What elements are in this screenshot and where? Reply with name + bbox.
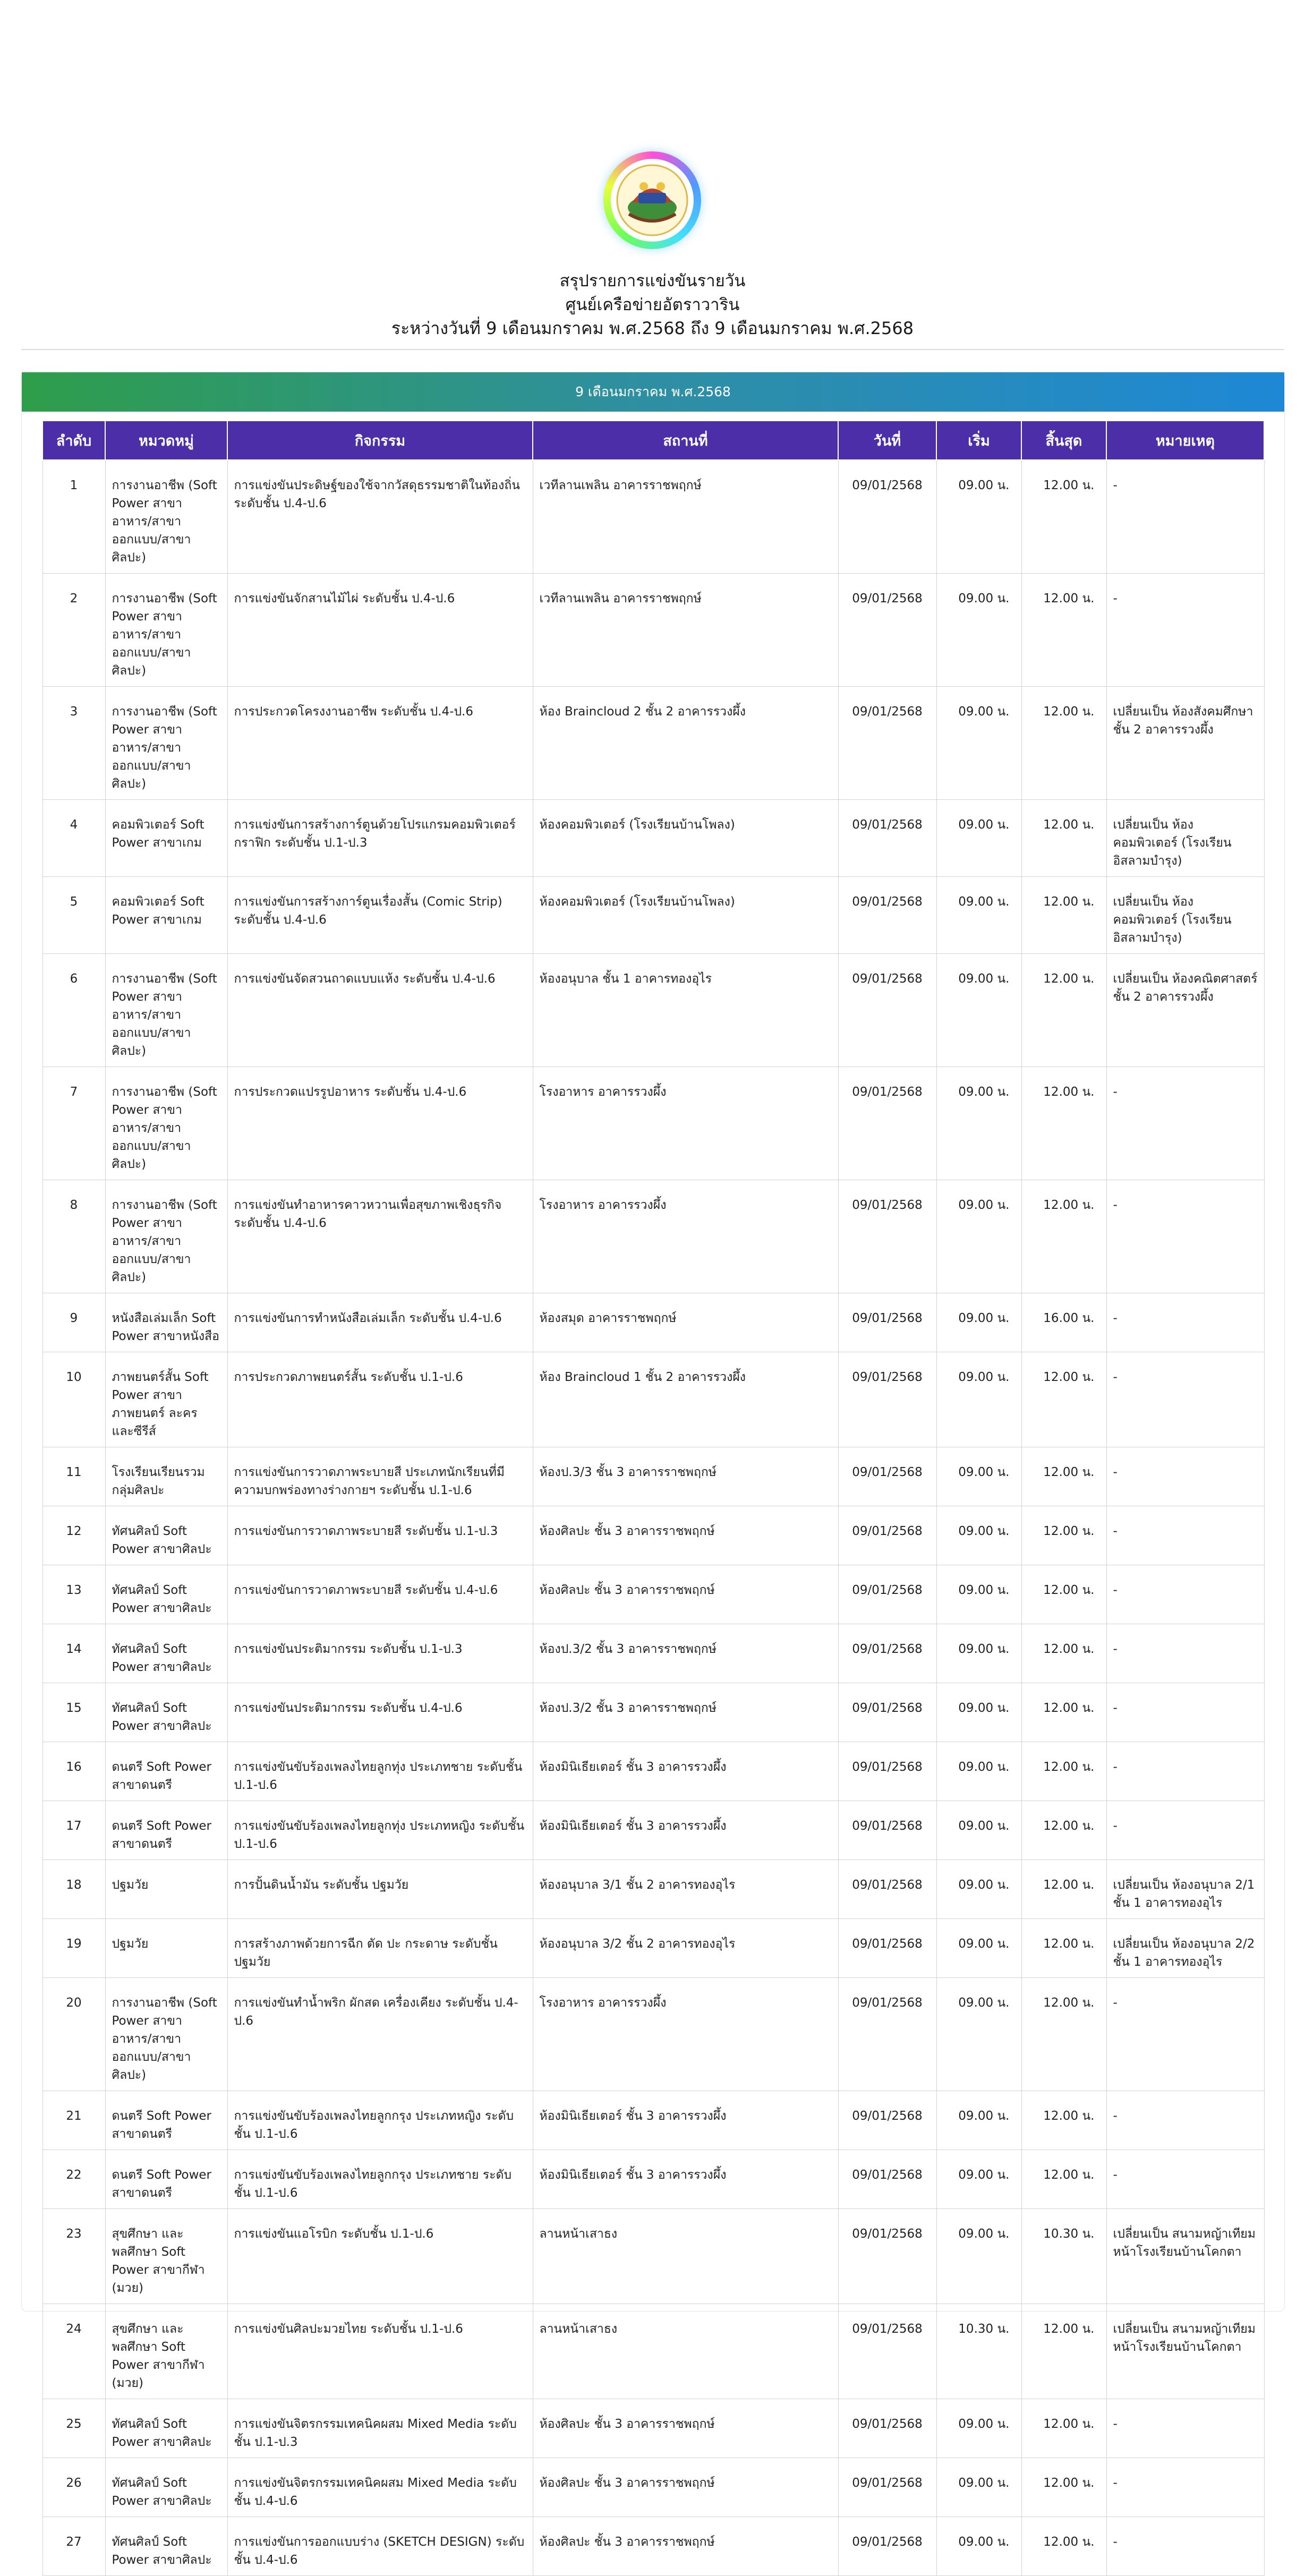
cell-date: 09/01/2568 [838, 1742, 936, 1801]
cell-category: สุขศึกษา และพลศึกษา Soft Power สาขากีฬา (มวย) [105, 2304, 227, 2399]
cell-end: 12.00 น. [1021, 2458, 1106, 2517]
column-header-start: เริ่ม [936, 421, 1021, 460]
cell-venue: โรงอาหาร อาคารรวงผึ้ง [533, 1067, 838, 1180]
cell-end: 12.00 น. [1021, 1742, 1106, 1801]
cell-end: 12.00 น. [1021, 574, 1106, 687]
cell-note: เปลี่ยนเป็น สนามหญ้าเทียม หน้าโรงเรียนบ้านโคกตา [1106, 2304, 1264, 2399]
cell-start: 09.00 น. [936, 1506, 1021, 1565]
table-header-row [42, 421, 1264, 460]
cell-note: เปลี่ยนเป็น ห้องสังคมศึกษา ชั้น 2 อาคารรวงผึ้ง [1106, 687, 1264, 800]
cell-activity: การแข่งขันทำน้ำพริก ผักสด เครื่องเคียง ระดับชั้น ป.4-ป.6 [227, 1978, 533, 2091]
column-header-activity: กิจกรรม [227, 421, 533, 460]
cell-venue: ลานหน้าเสาธง [533, 2209, 838, 2304]
cell-note: - [1106, 1447, 1264, 1506]
cell-venue: ห้องคอมพิวเตอร์ (โรงเรียนบ้านโพลง) [533, 800, 838, 877]
table-row [42, 800, 1264, 877]
table-row [42, 1506, 1264, 1565]
cell-no: 7 [42, 1067, 105, 1180]
cell-start: 09.00 น. [936, 2399, 1021, 2458]
cell-note: เปลี่ยนเป็น ห้องอนุบาล 2/1 ชั้น 1 อาคารทองอุไร [1106, 1860, 1264, 1919]
cell-venue: ลานหน้าเสาธง [533, 2304, 838, 2399]
cell-category: ทัศนศิลป์ Soft Power สาขาศิลปะ [105, 1506, 227, 1565]
cell-no: 6 [42, 954, 105, 1067]
cell-venue: ห้องมินิเธียเตอร์ ชั้น 3 อาคารรวงผึ้ง [533, 1742, 838, 1801]
cell-start: 09.00 น. [936, 460, 1021, 574]
cell-no: 14 [42, 1624, 105, 1683]
table-row [42, 2304, 1264, 2399]
cell-end: 12.00 น. [1021, 1506, 1106, 1565]
cell-no: 10 [42, 1352, 105, 1447]
cell-no: 18 [42, 1860, 105, 1919]
cell-activity: การแข่งขันจักสานไม้ไผ่ ระดับชั้น ป.4-ป.6 [227, 574, 533, 687]
cell-end: 12.00 น. [1021, 954, 1106, 1067]
day-card [21, 372, 1285, 2567]
cell-date: 09/01/2568 [838, 1919, 936, 1978]
cell-activity: การแข่งขันขับร้องเพลงไทยลูกทุ่ง ประเภทหญิง ระดับชั้น ป.1-ป.6 [227, 1801, 533, 1860]
cell-end: 12.00 น. [1021, 1801, 1106, 1860]
cell-category: ทัศนศิลป์ Soft Power สาขาศิลปะ [105, 1683, 227, 1742]
table-row [42, 574, 1264, 687]
cell-category: หนังสือเล่มเล็ก Soft Power สาขาหนังสือ [105, 1293, 227, 1352]
cell-activity: การประกวดแปรรูปอาหาร ระดับชั้น ป.4-ป.6 [227, 1067, 533, 1180]
cell-venue: ห้องศิลปะ ชั้น 3 อาคารราชพฤกษ์ [533, 1506, 838, 1565]
cell-date: 09/01/2568 [838, 1801, 936, 1860]
cell-end: 12.00 น. [1021, 460, 1106, 574]
table-row [42, 1860, 1264, 1919]
cell-category: คอมพิวเตอร์ Soft Power สาขาเกม [105, 877, 227, 954]
cell-start: 09.00 น. [936, 2091, 1021, 2150]
cell-no: 26 [42, 2458, 105, 2517]
cell-activity: การประกวดโครงงานอาชีพ ระดับชั้น ป.4-ป.6 [227, 687, 533, 800]
cell-no: 4 [42, 800, 105, 877]
column-header-no: ลำดับ [42, 421, 105, 460]
crest-icon [611, 159, 694, 242]
cell-no: 13 [42, 1565, 105, 1624]
cell-note: - [1106, 1067, 1264, 1180]
cell-start: 09.00 น. [936, 2458, 1021, 2517]
cell-end: 12.00 น. [1021, 687, 1106, 800]
cell-venue: ห้องป.3/2 ชั้น 3 อาคารราชพฤกษ์ [533, 1683, 838, 1742]
cell-venue: โรงอาหาร อาคารรวงผึ้ง [533, 1978, 838, 2091]
cell-no: 8 [42, 1180, 105, 1293]
table-row [42, 2209, 1264, 2304]
cell-start: 09.00 น. [936, 1742, 1021, 1801]
cell-activity: การแข่งขันจิตรกรรมเทคนิคผสม Mixed Media ระดับชั้น ป.4-ป.6 [227, 2458, 533, 2517]
competition-table-wrapper [42, 420, 1264, 2576]
cell-end: 12.00 น. [1021, 1565, 1106, 1624]
cell-activity: การแข่งขันขับร้องเพลงไทยลูกกรุง ประเภทหญิง ระดับชั้น ป.1-ป.6 [227, 2091, 533, 2150]
cell-start: 09.00 น. [936, 1860, 1021, 1919]
cell-end: 12.00 น. [1021, 2150, 1106, 2209]
cell-end: 12.00 น. [1021, 1919, 1106, 1978]
cell-date: 09/01/2568 [838, 1352, 936, 1447]
cell-note: เปลี่ยนเป็น ห้องคอมพิวเตอร์ (โรงเรียนอิสลามบำรุง) [1106, 800, 1264, 877]
table-row [42, 1801, 1264, 1860]
cell-no: 22 [42, 2150, 105, 2209]
cell-start: 09.00 น. [936, 1683, 1021, 1742]
cell-end: 12.00 น. [1021, 2091, 1106, 2150]
cell-date: 09/01/2568 [838, 2150, 936, 2209]
cell-note: - [1106, 2150, 1264, 2209]
cell-venue: ห้อง Braincloud 1 ชั้น 2 อาคารรวงผึ้ง [533, 1352, 838, 1447]
cell-category: การงานอาชีพ (Soft Power สาขาอาหาร/สาขาออกแบบ/สาขาศิลปะ) [105, 460, 227, 574]
cell-activity: การแข่งขันประดิษฐ์ของใช้จากวัสดุธรรมชาติในท้องถิ่น ระดับชั้น ป.4-ป.6 [227, 460, 533, 574]
cell-category: ทัศนศิลป์ Soft Power สาขาศิลปะ [105, 2517, 227, 2576]
table-row [42, 2091, 1264, 2150]
cell-start: 09.00 น. [936, 2517, 1021, 2576]
cell-category: ปฐมวัย [105, 1919, 227, 1978]
cell-activity: การแข่งขันการวาดภาพระบายสี ระดับชั้น ป.1-ป.3 [227, 1506, 533, 1565]
cell-category: ดนตรี Soft Power สาขาดนตรี [105, 1801, 227, 1860]
cell-end: 12.00 น. [1021, 2517, 1106, 2576]
column-header-date: วันที่ [838, 421, 936, 460]
day-card-title: 9 เดือนมกราคม พ.ศ.2568 [22, 372, 1284, 412]
cell-category: ดนตรี Soft Power สาขาดนตรี [105, 1742, 227, 1801]
organization-name: ศูนย์เครือข่ายอัตราวาริน [565, 295, 740, 314]
cell-date: 09/01/2568 [838, 1180, 936, 1293]
cell-note: - [1106, 1801, 1264, 1860]
cell-venue: ห้องคอมพิวเตอร์ (โรงเรียนบ้านโพลง) [533, 877, 838, 954]
cell-category: การงานอาชีพ (Soft Power สาขาอาหาร/สาขาออกแบบ/สาขาศิลปะ) [105, 954, 227, 1067]
cell-category: สุขศึกษา และพลศึกษา Soft Power สาขากีฬา (มวย) [105, 2209, 227, 2304]
cell-category: ภาพยนตร์สั้น Soft Power สาขาภาพยนตร์ ละคร และซีรีส์ [105, 1352, 227, 1447]
cell-category: ทัศนศิลป์ Soft Power สาขาศิลปะ [105, 1624, 227, 1683]
table-row [42, 2399, 1264, 2458]
cell-category: การงานอาชีพ (Soft Power สาขาอาหาร/สาขาออกแบบ/สาขาศิลปะ) [105, 1067, 227, 1180]
school-logo [603, 151, 701, 249]
cell-category: การงานอาชีพ (Soft Power สาขาอาหาร/สาขาออกแบบ/สาขาศิลปะ) [105, 1180, 227, 1293]
cell-end: 12.00 น. [1021, 1683, 1106, 1742]
cell-start: 09.00 น. [936, 2150, 1021, 2209]
cell-end: 12.00 น. [1021, 2399, 1106, 2458]
cell-end: 12.00 น. [1021, 1860, 1106, 1919]
cell-date: 09/01/2568 [838, 1506, 936, 1565]
cell-note: - [1106, 2091, 1264, 2150]
cell-end: 12.00 น. [1021, 1180, 1106, 1293]
cell-date: 09/01/2568 [838, 2091, 936, 2150]
table-row [42, 460, 1264, 574]
cell-no: 24 [42, 2304, 105, 2399]
cell-end: 12.00 น. [1021, 2304, 1106, 2399]
cell-note: - [1106, 1293, 1264, 1352]
cell-start: 09.00 น. [936, 1180, 1021, 1293]
cell-no: 21 [42, 2091, 105, 2150]
cell-category: การงานอาชีพ (Soft Power สาขาอาหาร/สาขาออกแบบ/สาขาศิลปะ) [105, 687, 227, 800]
cell-date: 09/01/2568 [838, 2517, 936, 2576]
cell-category: ดนตรี Soft Power สาขาดนตรี [105, 2091, 227, 2150]
cell-venue: ห้องศิลปะ ชั้น 3 อาคารราชพฤกษ์ [533, 2399, 838, 2458]
cell-activity: การแข่งขันการวาดภาพระบายสี ประเภทนักเรียนที่มีความบกพร่องทางร่างกายฯ ระดับชั้น ป.1-ป.6 [227, 1447, 533, 1506]
cell-start: 09.00 น. [936, 954, 1021, 1067]
cell-start: 09.00 น. [936, 877, 1021, 954]
cell-end: 16.00 น. [1021, 1293, 1106, 1352]
cell-date: 09/01/2568 [838, 1565, 936, 1624]
cell-activity: การแข่งขันประติมากรรม ระดับชั้น ป.1-ป.3 [227, 1624, 533, 1683]
cell-note: เปลี่ยนเป็น ห้องอนุบาล 2/2 ชั้น 1 อาคารทองอุไร [1106, 1919, 1264, 1978]
cell-no: 27 [42, 2517, 105, 2576]
cell-start: 09.00 น. [936, 1447, 1021, 1506]
cell-category: ดนตรี Soft Power สาขาดนตรี [105, 2150, 227, 2209]
cell-no: 16 [42, 1742, 105, 1801]
cell-category: การงานอาชีพ (Soft Power สาขาอาหาร/สาขาออกแบบ/สาขาศิลปะ) [105, 574, 227, 687]
cell-note: - [1106, 1978, 1264, 2091]
cell-activity: การแข่งขันจัดสวนถาดแบบแห้ง ระดับชั้น ป.4-ป.6 [227, 954, 533, 1067]
cell-venue: ห้องอนุบาล 3/2 ชั้น 2 อาคารทองอุไร [533, 1919, 838, 1978]
cell-no: 15 [42, 1683, 105, 1742]
cell-no: 20 [42, 1978, 105, 2091]
cell-start: 09.00 น. [936, 1293, 1021, 1352]
cell-venue: ห้องศิลปะ ชั้น 3 อาคารราชพฤกษ์ [533, 2458, 838, 2517]
cell-note: - [1106, 1565, 1264, 1624]
table-body [42, 460, 1264, 2576]
cell-venue: ห้องป.3/3 ชั้น 3 อาคารราชพฤกษ์ [533, 1447, 838, 1506]
cell-date: 09/01/2568 [838, 954, 936, 1067]
cell-activity: การแข่งขันประติมากรรม ระดับชั้น ป.4-ป.6 [227, 1683, 533, 1742]
cell-date: 09/01/2568 [838, 1624, 936, 1683]
cell-venue: ห้องสมุด อาคารราชพฤกษ์ [533, 1293, 838, 1352]
cell-end: 12.00 น. [1021, 1624, 1106, 1683]
table-row [42, 1447, 1264, 1506]
cell-category: โรงเรียนเรียนรวม กลุ่มศิลปะ [105, 1447, 227, 1506]
cell-end: 12.00 น. [1021, 877, 1106, 954]
cell-start: 09.00 น. [936, 1919, 1021, 1978]
cell-venue: ห้องมินิเธียเตอร์ ชั้น 3 อาคารรวงผึ้ง [533, 1801, 838, 1860]
cell-note: - [1106, 460, 1264, 574]
header-divider [21, 349, 1284, 350]
column-header-note: หมายเหตุ [1106, 421, 1264, 460]
cell-venue: ห้องป.3/2 ชั้น 3 อาคารราชพฤกษ์ [533, 1624, 838, 1683]
cell-start: 09.00 น. [936, 1352, 1021, 1447]
table-row [42, 1742, 1264, 1801]
cell-no: 12 [42, 1506, 105, 1565]
cell-venue: เวทีลานเพลิน อาคารราชพฤกษ์ [533, 574, 838, 687]
table-row [42, 1180, 1264, 1293]
cell-note: - [1106, 1352, 1264, 1447]
cell-note: - [1106, 1506, 1264, 1565]
cell-note: - [1106, 2458, 1264, 2517]
cell-date: 09/01/2568 [838, 2209, 936, 2304]
cell-venue: ห้อง Braincloud 2 ชั้น 2 อาคารรวงผึ้ง [533, 687, 838, 800]
cell-activity: การแข่งขันแอโรบิก ระดับชั้น ป.1-ป.6 [227, 2209, 533, 2304]
cell-category: การงานอาชีพ (Soft Power สาขาอาหาร/สาขาออกแบบ/สาขาศิลปะ) [105, 1978, 227, 2091]
cell-no: 9 [42, 1293, 105, 1352]
cell-end: 12.00 น. [1021, 800, 1106, 877]
cell-date: 09/01/2568 [838, 800, 936, 877]
cell-no: 19 [42, 1919, 105, 1978]
cell-start: 09.00 น. [936, 1978, 1021, 2091]
table-row [42, 2517, 1264, 2576]
cell-date: 09/01/2568 [838, 687, 936, 800]
table-row [42, 1919, 1264, 1978]
cell-activity: การแข่งขันจิตรกรรมเทคนิคผสม Mixed Media ระดับชั้น ป.1-ป.3 [227, 2399, 533, 2458]
cell-no: 2 [42, 574, 105, 687]
table-row [42, 1067, 1264, 1180]
cell-activity: การแข่งขันการออกแบบร่าง (SKETCH DESIGN) ระดับชั้น ป.4-ป.6 [227, 2517, 533, 2576]
table-row [42, 1565, 1264, 1624]
cell-activity: การแข่งขันการทำหนังสือเล่มเล็ก ระดับชั้น ป.4-ป.6 [227, 1293, 533, 1352]
cell-note: - [1106, 1742, 1264, 1801]
table-row [42, 1352, 1264, 1447]
cell-note: - [1106, 1180, 1264, 1293]
cell-no: 3 [42, 687, 105, 800]
cell-no: 11 [42, 1447, 105, 1506]
cell-end: 12.00 น. [1021, 1978, 1106, 2091]
cell-activity: การแข่งขันขับร้องเพลงไทยลูกกรุง ประเภทชาย ระดับชั้น ป.1-ป.6 [227, 2150, 533, 2209]
cell-date: 09/01/2568 [838, 2458, 936, 2517]
table-row [42, 1293, 1264, 1352]
cell-end: 12.00 น. [1021, 1447, 1106, 1506]
cell-note: เปลี่ยนเป็น สนามหญ้าเทียม หน้าโรงเรียนบ้านโคกตา [1106, 2209, 1264, 2304]
report-title: สรุปรายการแข่งขันรายวัน [559, 271, 746, 291]
date-range: ระหว่างวันที่ 9 เดือนมกราคม พ.ศ.2568 ถึง 9 เดือนมกราคม พ.ศ.2568 [391, 318, 914, 338]
table-row [42, 877, 1264, 954]
cell-no: 5 [42, 877, 105, 954]
table-row [42, 2150, 1264, 2209]
cell-note: - [1106, 1683, 1264, 1742]
cell-start: 09.00 น. [936, 2209, 1021, 2304]
cell-date: 09/01/2568 [838, 1293, 936, 1352]
cell-venue: โรงอาหาร อาคารรวงผึ้ง [533, 1180, 838, 1293]
cell-date: 09/01/2568 [838, 2399, 936, 2458]
cell-activity: การแข่งขันการสร้างการ์ตูนด้วยโปรแกรมคอมพิวเตอร์กราฟิก ระดับชั้น ป.1-ป.3 [227, 800, 533, 877]
cell-no: 17 [42, 1801, 105, 1860]
cell-venue: ห้องมินิเธียเตอร์ ชั้น 3 อาคารรวงผึ้ง [533, 2091, 838, 2150]
table-row [42, 1978, 1264, 2091]
column-header-venue: สถานที่ [533, 421, 838, 460]
cell-activity: การแข่งขันศิลปะมวยไทย ระดับชั้น ป.1-ป.6 [227, 2304, 533, 2399]
cell-no: 23 [42, 2209, 105, 2304]
table-row [42, 2458, 1264, 2517]
cell-note: เปลี่ยนเป็น ห้องคณิตศาสตร์ ชั้น 2 อาคารรวงผึ้ง [1106, 954, 1264, 1067]
cell-note: - [1106, 574, 1264, 687]
cell-activity: การแข่งขันทำอาหารคาวหวานเพื่อสุขภาพเชิงธุรกิจ ระดับชั้น ป.4-ป.6 [227, 1180, 533, 1293]
cell-note: - [1106, 2399, 1264, 2458]
cell-start: 09.00 น. [936, 1801, 1021, 1860]
cell-start: 09.00 น. [936, 1624, 1021, 1683]
cell-start: 09.00 น. [936, 1565, 1021, 1624]
cell-date: 09/01/2568 [838, 1683, 936, 1742]
cell-start: 09.00 น. [936, 1067, 1021, 1180]
cell-date: 09/01/2568 [838, 2304, 936, 2399]
cell-category: ทัศนศิลป์ Soft Power สาขาศิลปะ [105, 1565, 227, 1624]
cell-date: 09/01/2568 [838, 1067, 936, 1180]
cell-no: 1 [42, 460, 105, 574]
table-row [42, 954, 1264, 1067]
cell-venue: ห้องมินิเธียเตอร์ ชั้น 3 อาคารรวงผึ้ง [533, 2150, 838, 2209]
cell-category: ทัศนศิลป์ Soft Power สาขาศิลปะ [105, 2458, 227, 2517]
cell-date: 09/01/2568 [838, 574, 936, 687]
cell-activity: การประกวดภาพยนตร์สั้น ระดับชั้น ป.1-ป.6 [227, 1352, 533, 1447]
cell-category: ทัศนศิลป์ Soft Power สาขาศิลปะ [105, 2399, 227, 2458]
cell-category: ปฐมวัย [105, 1860, 227, 1919]
cell-note: - [1106, 2517, 1264, 2576]
cell-activity: การแข่งขันการสร้างการ์ตูนเรื่องสั้น (Comic Strip) ระดับชั้น ป.4-ป.6 [227, 877, 533, 954]
cell-activity: การปั้นดินน้ำมัน ระดับชั้น ปฐมวัย [227, 1860, 533, 1919]
table-row [42, 1624, 1264, 1683]
cell-date: 09/01/2568 [838, 1860, 936, 1919]
cell-end: 12.00 น. [1021, 1352, 1106, 1447]
cell-date: 09/01/2568 [838, 1978, 936, 2091]
table-row [42, 687, 1264, 800]
competition-table [42, 420, 1265, 2576]
cell-no: 25 [42, 2399, 105, 2458]
table-row [42, 1683, 1264, 1742]
cell-activity: การแข่งขันขับร้องเพลงไทยลูกทุ่ง ประเภทชาย ระดับชั้น ป.1-ป.6 [227, 1742, 533, 1801]
cell-venue: ห้องอนุบาล ชั้น 1 อาคารทองอุไร [533, 954, 838, 1067]
column-header-end: สิ้นสุด [1021, 421, 1106, 460]
cell-start: 09.00 น. [936, 687, 1021, 800]
column-header-category: หมวดหมู่ [105, 421, 227, 460]
cell-note: - [1106, 1624, 1264, 1683]
cell-venue: ห้องศิลปะ ชั้น 3 อาคารราชพฤกษ์ [533, 1565, 838, 1624]
cell-end: 12.00 น. [1021, 1067, 1106, 1180]
cell-activity: การแข่งขันการวาดภาพระบายสี ระดับชั้น ป.4-ป.6 [227, 1565, 533, 1624]
cell-end: 10.30 น. [1021, 2209, 1106, 2304]
cell-start: 09.00 น. [936, 800, 1021, 877]
cell-venue: ห้องศิลปะ ชั้น 3 อาคารราชพฤกษ์ [533, 2517, 838, 2576]
cell-start: 09.00 น. [936, 574, 1021, 687]
cell-start: 10.30 น. [936, 2304, 1021, 2399]
cell-category: คอมพิวเตอร์ Soft Power สาขาเกม [105, 800, 227, 877]
cell-activity: การสร้างภาพด้วยการฉีก ตัด ปะ กระดาษ ระดับชั้น ปฐมวัย [227, 1919, 533, 1978]
cell-venue: ห้องอนุบาล 3/1 ชั้น 2 อาคารทองอุไร [533, 1860, 838, 1919]
cell-venue: เวทีลานเพลิน อาคารราชพฤกษ์ [533, 460, 838, 574]
cell-date: 09/01/2568 [838, 877, 936, 954]
cell-date: 09/01/2568 [838, 1447, 936, 1506]
cell-note: เปลี่ยนเป็น ห้องคอมพิวเตอร์ (โรงเรียนอิสลามบำรุง) [1106, 877, 1264, 954]
cell-date: 09/01/2568 [838, 460, 936, 574]
